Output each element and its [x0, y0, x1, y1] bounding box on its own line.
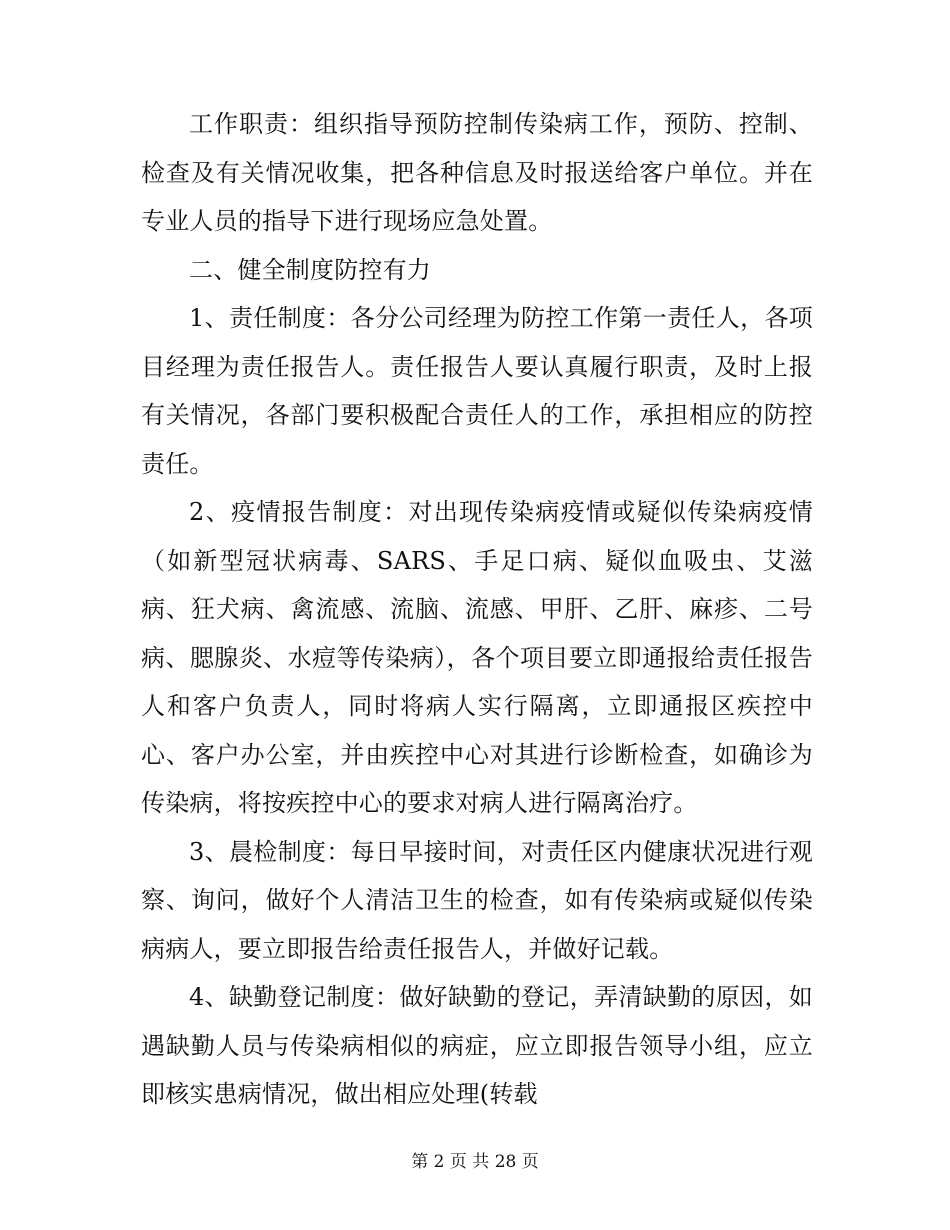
paragraph-absence-registration-system: 4、缺勤登记制度：做好缺勤的登记，弄清缺勤的原因，如遇缺勤人员与传染病相似的病症，应立即报告领导小组，应立即核实患病情况，做出相应处理(转载 [141, 983, 813, 1108]
paragraph-morning-check-system: 3、晨检制度：每日早接时间，对责任区内健康状况进行观察、询问，做好个人清洁卫生的检查，如有传染病或疑似传染病病人，要立即报告给责任报告人，并做好记载。 [141, 837, 813, 963]
paragraph-responsibility-system: 1、责任制度：各分公司经理为防控工作第一责任人，各项目经理为责任报告人。责任报告人要认真履行职责，及时上报有关情况，各部门要积极配合责任人的工作，承担相应的防控责任。 [141, 304, 813, 478]
paragraph-epidemic-report-system: 2、疫情报告制度：对出现传染病疫情或疑似传染病疫情（如新型冠状病毒、SARS、手足口病、疑似血吸虫、艾滋病、狂犬病、禽流感、流脑、流感、甲肝、乙肝、麻疹、二号病、腮腺炎、水痘等传染病），各个项目要立即通报给责任报告人和客户负责人，同时将病人实行隔离，立即通报区疾控中心、客户办公室，并由疾控中心对其进行诊断检查，如确诊为传染病，将按疾控中心的要求对病人进行隔离治疗。 [141, 498, 813, 817]
paragraph-duties: 工作职责：组织指导预防控制传染病工作，预防、控制、检查及有关情况收集，把各种信息及时报送给客户单位。并在专业人员的指导下进行现场应急处置。 [141, 110, 813, 235]
section-heading-system: 二、健全制度防控有力 [189, 255, 431, 284]
document-body [141, 100, 813, 1119]
page-number-footer: 第 2 页 共 28 页 [411, 1152, 539, 1172]
